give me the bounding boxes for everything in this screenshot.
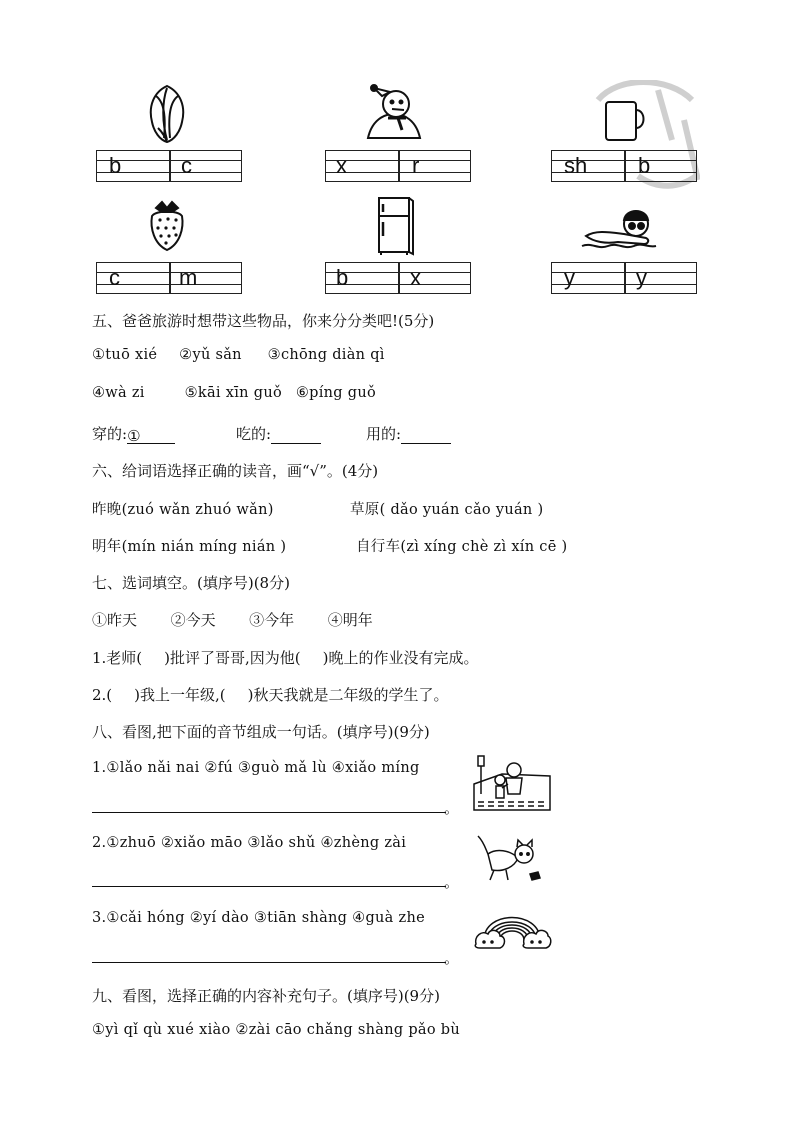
letter-box-left: sh (564, 153, 588, 178)
category-eat: 吃的: (236, 423, 321, 444)
option-this-year: ③今年 (249, 611, 295, 629)
letter-box-left: b (336, 265, 349, 290)
letter-box-right: m (179, 265, 198, 290)
letter-box-right: r (412, 153, 420, 178)
section-5-items-row1 (92, 347, 385, 363)
question-8-2: 2.①zhuō ②xiǎo māo ③lǎo shǔ ④zhèng zài (92, 835, 407, 851)
question-zixingche[interactable]: 自行车(zì xíng chè zì xín cē ) (356, 539, 568, 555)
answer-line-8-2[interactable] (92, 886, 446, 887)
letter-box-left: b (109, 153, 122, 178)
strawberry-icon (146, 198, 188, 254)
period-mark: 。 (444, 949, 460, 967)
section-9-options: ①yì qǐ qù xué xiào ②zài cāo chǎng shàng pǎo bù (92, 1022, 461, 1038)
writing-box-3 (551, 150, 697, 182)
writing-box-5 (325, 262, 471, 294)
sentence-2: 2.( )我上一年级,( )秋天我就是二年级的学生了。 (92, 686, 449, 704)
item-slippers: ①tuō xié (92, 347, 158, 363)
category-use: 用的: (366, 423, 451, 444)
writing-box-2 (325, 150, 471, 182)
question-caoyuan[interactable]: 草原( dǎo yuán cǎo yuán ) (350, 502, 544, 518)
fridge-icon (375, 196, 415, 256)
letter-box-left: c (109, 265, 120, 290)
letter-box-right: b (638, 153, 651, 178)
option-today: ②今天 (170, 611, 216, 629)
cat-mouse-icon (474, 832, 546, 888)
letter-box-left: y (564, 265, 575, 290)
cabbage-icon (142, 82, 192, 144)
section-5-items-row2 (92, 385, 376, 401)
answer-line-8-1[interactable] (92, 812, 446, 813)
section-7-title: 七、选词填空。(填序号)(8分) (92, 574, 290, 592)
question-mingnian[interactable]: 明年(mín nián míng nián ) (92, 539, 287, 555)
option-yesterday: ①昨天 (92, 611, 138, 629)
section-9-title: 九、看图，选择正确的内容补充句子。(填序号)(9分) (92, 987, 440, 1005)
letter-box-right: x (410, 265, 421, 290)
writing-box-6 (551, 262, 697, 294)
question-zuowan[interactable]: 昨晚(zuó wǎn zhuó wǎn) (92, 502, 274, 518)
question-8-3: 3.①cǎi hóng ②yí dào ③tiān shàng ④guà zhe (92, 910, 425, 926)
answer-blank-use[interactable] (401, 427, 451, 444)
section-8-title: 八、看图,把下面的音节组成一句话。(填序号)(9分) (92, 723, 430, 741)
sentence-1: 1.老师( )批评了哥哥,因为他( )晚上的作业没有完成。 (92, 649, 479, 667)
section-7-options (92, 609, 373, 630)
letter-box-right: y (636, 265, 647, 290)
item-umbrella: ②yǔ sǎn (179, 347, 242, 363)
letter-box-left: x (336, 153, 347, 178)
section-5-title: 五、爸爸旅游时想带这些物品，你来分分类吧!(5分) (92, 312, 435, 330)
item-apple: ⑥píng guǒ (295, 385, 377, 401)
swimmer-icon (578, 202, 658, 254)
writing-box-4 (96, 262, 242, 294)
period-mark: 。 (444, 799, 460, 817)
writing-box-1 (96, 150, 242, 182)
question-8-1: 1.①lǎo nǎi nai ②fú ③guò mǎ lù ④xiǎo míng (92, 760, 420, 776)
rainbow-icon (472, 904, 552, 952)
snowman-icon (360, 84, 428, 140)
item-pistachio: ⑤kāi xīn guǒ (184, 385, 282, 401)
category-wear: 穿的:① (92, 423, 175, 444)
letter-box-right: c (181, 153, 192, 178)
crossing-street-icon (472, 754, 552, 812)
section-6-title: 六、给词语选择正确的读音，画“√”。(4分) (92, 462, 379, 480)
option-next-year: ④明年 (327, 611, 373, 629)
answer-line-8-3[interactable] (92, 962, 446, 963)
answer-blank-eat[interactable] (271, 427, 321, 444)
period-mark: 。 (444, 873, 460, 891)
item-socks: ④wà zi (92, 385, 145, 401)
item-charger: ③chōng diàn qì (267, 347, 385, 363)
answer-blank-wear[interactable]: ① (127, 427, 175, 444)
